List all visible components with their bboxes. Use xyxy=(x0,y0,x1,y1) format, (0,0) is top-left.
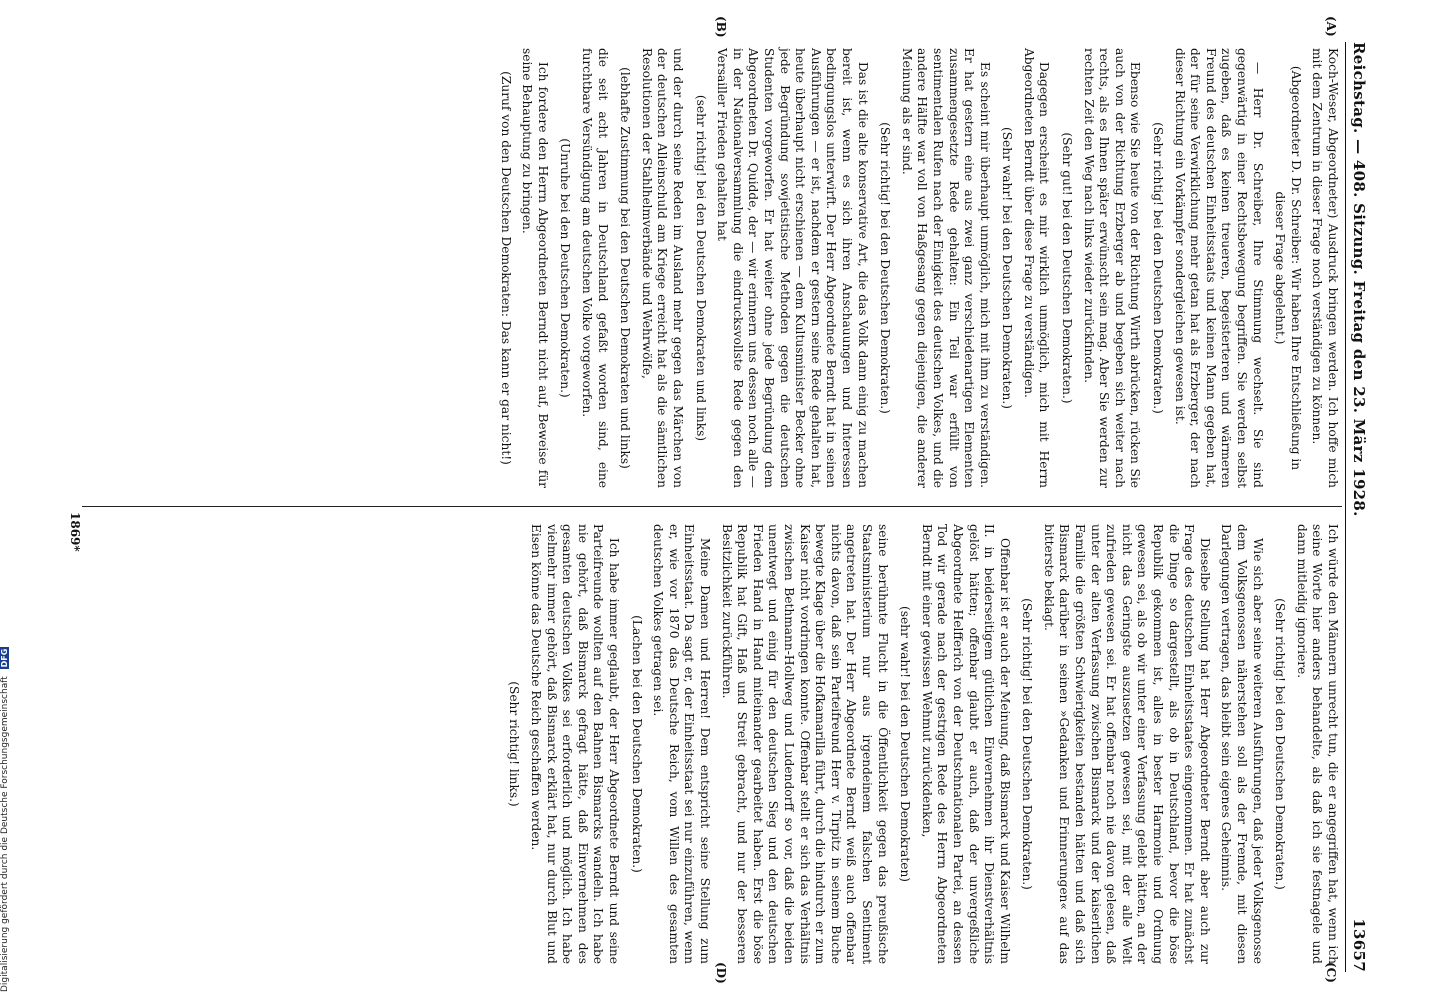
dfg-logo: DFG xyxy=(0,648,9,668)
page-signature: 1869* xyxy=(68,512,82,552)
paragraph: seine berühmte Flucht in die Öffentlichkeit gegen das preußische Staatsministerium nur aus irgendeinem falschen Sentiment angetreten hat. Der Herr Abgeordnete Berndt weiß auch offenbar nichts davon, daß sein Parteifreund Herr v. Tirpitz in seinem Buche bewegte Klage über die Hofkamarilla führt, durch die hindurch er zum Kaiser nicht vordringen konnte. Offenbar stellt er sich das Verhältnis zwischen Bethmann-Hollweg und Ludendorff so vor, daß die beiden unentwegt und einig für den deutschen Sieg und den deutschen Frieden Hand in Hand miteinander gearbeitet haben. Erst die böse Republik hat Gift, Haß und Streit gebracht, und nur der besseren Besitzlichkeit zurückführen. xyxy=(719,524,890,964)
paragraph: Das ist die alte konservative Art, die das Volk dann einig zu machen bereit ist, wenn es sich ihren Anschauungen und Interessen bedingungslos unterwirft. Der Herr Abgeordnete Berndt hat in seinen Ausführungen — er ist, nachdem er gestern seine Rede gehalten hat, heute überhaupt nicht erschienen — dem Kultusminister Becker ohne jede Begründung sowjetistische Methoden gegen die deutschen Studenten vorgeworfen. Er hat weiter ohne jede Begründung dem Abgeordneten Dr. Quidde, der — wir erinnern uns dessen noch alle — in der Nationalversammlung die eindrucksvollste Rede gegen den Versailler Frieden gehalten hat xyxy=(715,48,870,488)
document-page xyxy=(58,12,1378,992)
interjection: (Sehr richtig! bei den Deutschen Demokraten.) xyxy=(878,122,893,414)
interjection: (Sehr richtig! links.) xyxy=(507,681,522,807)
paragraph: und der durch seine Reden im Ausland mehr gegen das Märchen von der deutschen Alleinschuld am Kriege erreicht hat als die sämtlichen Resolutionen der Stahlhelmverbände und Wehrwölfe, xyxy=(639,48,686,488)
page-header-title: Reichstag. — 408. Sitzung. Freitag den 23. März 1928. xyxy=(1350,42,1368,517)
paragraph: Ich würde den Männern unrecht tun, die er angegriffen hat, wenn ich seine Worte hier anders behandelte, als daß ich sie festnagele und dann mitleidig ignoriere. xyxy=(1294,524,1340,964)
text-column-right xyxy=(499,524,1340,964)
interjection: (Abgeordneter D. Dr. Schreiber: Wir haben Ihre Entschließung in dieser Frage abgelehnt.) xyxy=(1273,65,1303,471)
paragraph: Wie sich aber seine weiteren Ausführungen, daß jeder Volksgenosse dem Volksgenossen näherstehen soll als der Fremde, mit diesen Darlegungen vertragen, das bleibt sein eigenes Geheimnis. xyxy=(1219,524,1265,964)
paragraph: — Herr Dr. Schreiber, Ihre Stimmung wechselt. Sie sind gegenwärtig in einer Rechtsbewegung begriffen. Sie werden selbst zugeben, daß es keinen treueren, begeisterteren und wärmeren Freund des deutschen Einheitsstaats und keinen Mann gegeben hat, der für seine Verwirklichung mehr getan hat als Erzberger, der nach dieser Richtung ein Vorkämpfer sondergleichen gewesen ist. xyxy=(1172,48,1265,488)
page-number: 13657 xyxy=(1350,918,1368,972)
text-column-left xyxy=(490,48,1340,488)
column-divider xyxy=(82,506,1342,507)
interjection: (sehr wahr! bei den Deutschen Demokraten) xyxy=(898,605,913,883)
interjection: (Sehr wahr! bei den Deutschen Demokraten.) xyxy=(1000,126,1015,410)
interjection: (lebhafte Zustimmung bei den Deutschen Demokraten und links) xyxy=(618,67,633,469)
interjection: (Sehr richtig! bei den Deutschen Demokraten.) xyxy=(1151,122,1166,414)
interjection: (Zuruf von den Deutschen Demokraten: Das kann er gar nicht!) xyxy=(498,71,513,465)
margin-marker-c: (C) xyxy=(1324,962,1338,983)
digitization-credit xyxy=(0,647,10,992)
interjection: (Lachen bei den Deutschen Demokraten.) xyxy=(629,615,644,873)
paragraph: die seit acht Jahren in Deutschland gefaßt worden sind, eine furchtbare Versündigung am deutschen Volke vorgeworfen. xyxy=(580,48,610,488)
page-header xyxy=(1345,42,1370,972)
paragraph: Dagegen erscheint es mir wirklich unmöglich, mich mit Herrn Abgeordneten Berndt über diese Frage zu verständigen. xyxy=(1021,48,1052,488)
paragraph: Meine Damen und Herren! Dem entspricht seine Stellung zum Einheitsstaat. Da sagt er, der Einheitsstaat sei nur einzuführen, wenn er, wie vor 1870 das Deutsche Reich, vom Willen des gesamten deutschen Volkes getragen sei. xyxy=(651,524,713,964)
paragraph: Ich fordere den Herrn Abgeordneten Berndt nicht auf, Beweise für seine Behauptung zu bringen. xyxy=(520,48,550,488)
paragraph: Koch-Weser, Abgeordneter) Ausdruck bringen werden. Ich hoffe mich mit dem Zentrum in dieser Frage noch verständigen zu können. xyxy=(1310,48,1340,488)
interjection: (Sehr gut! bei den Deutschen Demokraten.) xyxy=(1060,132,1075,404)
paragraph: Ich habe immer geglaubt, der Herr Abgeordnete Berndt und seine Parteifreunde wollten auf den Bahnen Bismarcks wandeln. Ich habe nie gehört, daß Bismarck gefragt hätte, daß Einvernehmen des gesamten deutschen Volkes sei erforderlich und möglich. Ich habe vielmehr immer gehört, daß Bismarck erklärt hat, nur durch Blut und Eisen könne das Deutsche Reich geschaffen werden. xyxy=(529,524,622,964)
interjection: (sehr richtig! bei den Deutschen Demokraten und links) xyxy=(693,94,708,442)
margin-marker-b: (B) xyxy=(714,16,728,38)
digitization-credit-text: Digitalisierung gefördert durch die Deutsche Forschungsgemeinschaft xyxy=(0,676,10,992)
paragraph: Dieselbe Stellung hat Herr Abgeordneter Berndt aber auch zur Frage des deutschen Einheitsstaates eingenommen. Er hat zunächst die Dinge so dargestellt, als ob in Deutschland, bevor die böse Republik gekommen ist, alles in bester Harmonie und Ordnung gewesen sei, als ob wir unter einer Verfassung gelebt hätten, an der nicht das Geringste auszusetzen gewesen sei, mit der alle Welt zufrieden gewesen sei. Er hat offenbar noch nie davon gelesen, daß unter der alten Verfassung zwischen Bismarck und der kaiserlichen Familie die größten Schwierigkeiten bestanden hätten und daß sich Bismarck darüber in seinen »Gedanken und Erinnerungen« auf das bitterste beklagt. xyxy=(1041,524,1212,964)
margin-marker-d: (D) xyxy=(714,962,728,984)
interjection: (Sehr richtig! bei den Deutschen Demokraten.) xyxy=(1020,598,1035,890)
margin-marker-a: (A) xyxy=(1324,16,1338,37)
paragraph: Es scheint mir überhaupt unmöglich, mich mit ihm zu verständigen. Er hat gestern eine aus zwei ganz verschiedenartigen Elementen zusammengesetzte Rede gehalten: Ein Teil war erfüllt von sentimentalen Rufen nach der Einigkeit des deutschen Volkes, und die andere Hälfte war voll von Haßgesang gegen diejenigen, die anderer Meinung als er sind. xyxy=(899,48,992,488)
paragraph: Offenbar ist er auch der Meinung, daß Bismarck und Kaiser Wilhelm II. in beiderseitigem gütlichen Einvernehmen ihr Dienstverhältnis gelöst hätten; offenbar glaubt er auch, daß der unvergeßliche Abgeordnete Helfferich von der Deutschnationalen Partei, an dessen Tod wir gerade nach der gestrigen Rede des Herrn Abgeordneten Berndt mit einer gewissen Wehmut zurückdenken, xyxy=(919,524,1012,964)
interjection: (Sehr richtig! bei den Deutschen Demokraten.) xyxy=(1273,598,1288,890)
paragraph: Ebenso wie Sie heute von der Richtung Wirth abrücken, rücken Sie auch von der Richtung Erzberger ab und begeben sich weiter nach rechts, als es Ihnen später erwünscht sein mag. Aber Sie werden zur rechten Zeit den Weg nach links wieder zurückfinden. xyxy=(1081,48,1143,488)
interjection: (Unruhe bei den Deutschen Demokraten.) xyxy=(558,138,573,398)
